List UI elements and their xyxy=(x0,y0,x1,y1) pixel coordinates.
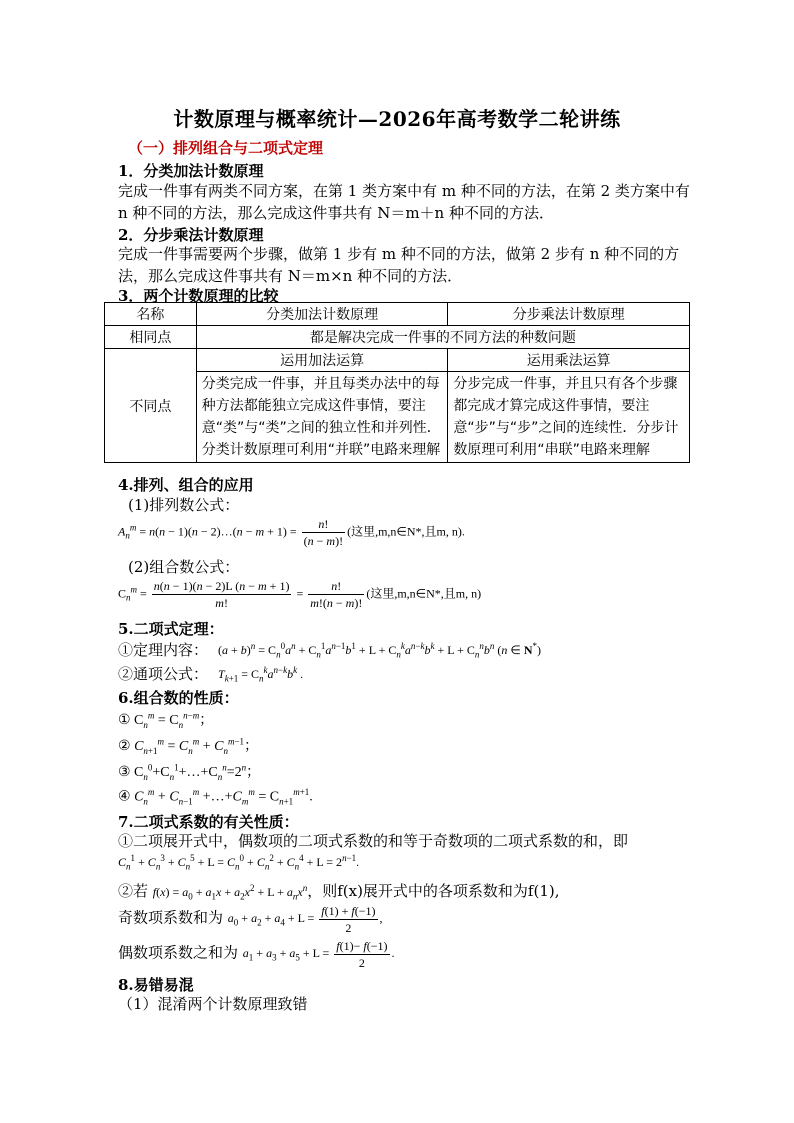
comb-property-4: ④ $C_n^m + C_{n-1}^m$ $+\dots+C_m^m = C_{n+1}^{m+1}$. xyxy=(118,787,313,807)
heading-binomial: 5.二项式定理： xyxy=(118,620,224,638)
comb-property-3: ③ $C_n^0+C_n^1+\dots+C_n^n=2^n$； xyxy=(118,762,261,782)
even-coeff-label: 偶数项系数之和为 xyxy=(118,943,239,962)
perm-formula: $A_n^m = n(n - 1)(n$ − 2)…(n − m + 1) = $\frac{n!}{(n - m)!}$ (这里,m,n∈N*,且m, n). xyxy=(118,517,465,548)
table-cell: 分步完成一件事，并且只有各个步骤都完成才算完成这件事情，要注意“步”与“步”之间的连续性．分步计数原理可利用“串联”电路来理解 xyxy=(448,372,690,463)
table-row xyxy=(105,326,690,349)
comb-formula: $C_n^m$ = $\frac{n(n - 1)(n - 2)L (n - m + 1)}{m!}$ = $\frac{n!}{m!(n - m)!}$ (这里,m,n∈N*,且m, n) xyxy=(118,579,482,610)
theorem-label: ①定理内容： xyxy=(118,641,209,659)
perm-tail: (这里,m,n∈N*,且m, n). xyxy=(347,524,465,539)
section-heading: （一）排列组合与二项式定理 xyxy=(128,139,324,157)
heading-binomial-coeff: 7.二项式系数的有关性质： xyxy=(118,813,299,831)
coeff-sum-suffix: ，则f(x)展开式中的各项系数和为f(1), xyxy=(307,882,560,900)
general-term-formula: $T_{k+1} = C_n^ka^{n-k}b^k$ . xyxy=(218,665,304,684)
odd-coeff-label: 奇数项系数和为 xyxy=(118,908,224,927)
heading-comb-properties: 6.组合数的性质： xyxy=(118,689,239,707)
table-header-cell: 分步乘法计数原理 xyxy=(448,303,690,326)
heading-common-mistakes: 8.易错易混 xyxy=(118,976,194,994)
paragraph-multiplication-principle: 完成一件事需要两个步骤，做第 1 步有 m 种不同的方法，做第 2 步有 n 种不同的方法，那么完成这件事共有 N＝m×n 种不同的方法． xyxy=(118,245,680,285)
heading-comparison: 3．两个计数原理的比较 xyxy=(118,287,279,305)
polynomial-formula: $f(x) = a_0 + a_1x + a_2x^2 + L + a_nx^n$ xyxy=(152,883,308,902)
table-cell: 运用乘法运算 xyxy=(448,349,690,372)
table-header-cell: 分类加法计数原理 xyxy=(196,303,448,326)
comb-label: (2)组合数公式： xyxy=(128,558,240,576)
heading-applications: 4.排列、组合的应用 xyxy=(118,476,254,494)
table-row xyxy=(105,303,690,326)
heading-multiplication-principle: 2．分步乘法计数原理 xyxy=(118,226,264,244)
paragraph-binomial-coeff: ①二项展开式中，偶数项的二项式系数的和等于奇数项的二项式系数的和，即 xyxy=(118,832,629,850)
comb-tail: (这里,m,n∈N*,且m, n) xyxy=(366,586,482,601)
binomial-coeff-formula: $C_n^1 + C_n^3 + C_n^5 + L = C_n^0 + C_n^2 + C_n^4 + L = 2^{n-1}$. xyxy=(118,853,360,872)
table-cell: 不同点 xyxy=(105,349,197,463)
page-title: 计数原理与概率统计—2026年高考数学二轮讲练 xyxy=(173,107,621,131)
coeff-sum-prefix: ②若 xyxy=(118,882,149,900)
even-coeff-line xyxy=(118,938,395,971)
comb-property-2: ② $C_{n+1}^m = C_n^m + C_n^{m-1}$； xyxy=(118,736,259,756)
comparison-table xyxy=(104,302,690,463)
table-cell: 运用加法运算 xyxy=(196,349,448,372)
table-cell: 都是解决完成一件事的不同方法的种数问题 xyxy=(196,326,689,349)
binomial-theorem: $(a + b)^n = C_n^0a^n + C_n^1a^{n-1}b^1 + L + C_n^ka^{n-k}b^k + L + C_n^nb^n$ (n ∈ N*) xyxy=(218,641,541,660)
heading-addition-principle: 1．分类加法计数原理 xyxy=(118,162,264,180)
comb-property-1: ① $C_n^m = C_n^{n-m}$； xyxy=(118,710,214,730)
term-label: ②通项公式： xyxy=(118,665,209,683)
table-cell: 相同点 xyxy=(105,326,197,349)
table-header-cell: 名称 xyxy=(105,303,197,326)
table-cell: 分类完成一件事，并且每类办法中的每种方法都能独立完成这件事情，要注意“类”与“类”之间的独立性和并列性．分类计数原理可利用“并联”电路来理解 xyxy=(196,372,448,463)
paragraph-addition-principle: 完成一件事有两类不同方案，在第 1 类方案中有 m 种不同的方法，在第 2 类方案中有 n 种不同的方法，那么完成这件事共有 N＝m＋n 种不同的方法． xyxy=(118,182,690,222)
paragraph-common-mistakes: （1）混淆两个计数原理致错 xyxy=(118,995,308,1013)
even-coeff-formula: $a_1 + a_3 + a_5 + L$ = $\frac{f(1)- f(-1)}{2}$ . xyxy=(242,939,395,970)
table-row xyxy=(105,349,690,372)
odd-coeff-line xyxy=(118,903,383,936)
odd-coeff-formula: $a_0 + a_2 + a_4 + L$ = $\frac{f(1) + f(-1)}{2}$ , xyxy=(227,904,383,935)
perm-label: (1)排列数公式： xyxy=(128,496,240,514)
